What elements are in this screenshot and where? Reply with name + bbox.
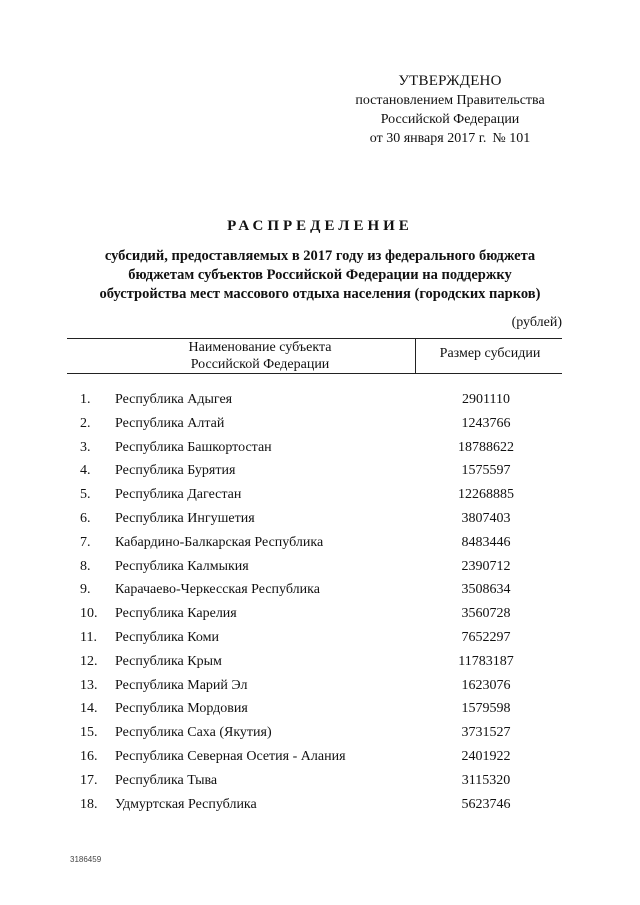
table-row bbox=[0, 557, 640, 581]
table-row bbox=[0, 771, 640, 795]
table-row bbox=[0, 485, 640, 509]
row-amount: 8483446 bbox=[461, 534, 511, 550]
row-amount: 1623076 bbox=[461, 677, 511, 693]
table-row bbox=[0, 461, 640, 485]
row-subject-name: Республика Калмыкия bbox=[115, 558, 249, 574]
row-subject-name: Республика Карелия bbox=[115, 606, 237, 622]
row-index: 13. bbox=[80, 677, 98, 693]
row-subject-name: Республика Марий Эл bbox=[115, 677, 248, 693]
table-body bbox=[0, 390, 640, 818]
table-row bbox=[0, 580, 640, 604]
subtitle-line-3: обустройства мест массового отдыха населения (городских парков) bbox=[99, 286, 541, 302]
row-subject-name: Республика Северная Осетия - Алания bbox=[115, 748, 346, 764]
table-row bbox=[0, 747, 640, 771]
approval-date: от 30 января 2017 г. bbox=[369, 131, 487, 146]
row-index: 11. bbox=[80, 629, 97, 645]
row-index: 18. bbox=[80, 796, 98, 812]
unit-label: (рублей) bbox=[511, 315, 562, 330]
table-row bbox=[0, 723, 640, 747]
table-row bbox=[0, 604, 640, 628]
document-subtitle bbox=[70, 247, 570, 304]
table-header-divider bbox=[415, 338, 416, 373]
row-index: 12. bbox=[80, 653, 98, 669]
row-amount: 2901110 bbox=[462, 392, 510, 407]
table-row bbox=[0, 628, 640, 652]
row-subject-name: Республика Коми bbox=[115, 629, 219, 645]
table-row bbox=[0, 795, 640, 819]
row-subject-name: Республика Мордовия bbox=[115, 701, 248, 717]
row-subject-name: Республика Адыгея bbox=[115, 392, 233, 407]
row-index: 7. bbox=[80, 534, 91, 550]
row-amount: 2401922 bbox=[461, 748, 511, 764]
row-amount: 11783187 bbox=[458, 653, 514, 669]
row-subject-name: Карачаево-Черкесская Республика bbox=[115, 582, 320, 598]
table-row bbox=[0, 676, 640, 700]
row-amount: 3115320 bbox=[461, 772, 511, 788]
row-subject-name: Республика Дагестан bbox=[115, 487, 242, 503]
row-amount: 12268885 bbox=[458, 487, 514, 503]
table-header-bottom-rule bbox=[67, 373, 562, 374]
approval-date-line bbox=[320, 129, 580, 148]
row-subject-name: Кабардино-Балкарская Республика bbox=[115, 534, 324, 550]
document-title: РАСПРЕДЕЛЕНИЕ bbox=[227, 218, 413, 234]
row-amount: 5623746 bbox=[461, 796, 511, 812]
row-amount: 3508634 bbox=[461, 582, 511, 598]
row-index: 10. bbox=[80, 606, 98, 622]
row-subject-name: Республика Ингушетия bbox=[115, 510, 255, 526]
row-index: 6. bbox=[80, 510, 91, 526]
row-index: 17. bbox=[80, 772, 98, 788]
subtitle-line-1: субсидий, предоставляемых в 2017 году из федерального бюджета bbox=[104, 248, 536, 264]
table-row bbox=[0, 652, 640, 676]
approval-stamp: УТВЕРЖДЕНО bbox=[398, 73, 502, 89]
approval-number: № 101 bbox=[492, 131, 531, 146]
row-index: 9. bbox=[80, 582, 91, 598]
row-index: 5. bbox=[80, 487, 91, 503]
row-index: 14. bbox=[80, 701, 98, 717]
row-subject-name: Республика Алтай bbox=[115, 415, 225, 431]
row-amount: 1243766 bbox=[461, 415, 511, 431]
row-amount: 3560728 bbox=[461, 606, 511, 622]
footer-code: 3186459 bbox=[70, 855, 102, 864]
row-subject-name: Республика Бурятия bbox=[115, 463, 236, 479]
table-header-amount: Размер субсидии bbox=[439, 346, 541, 361]
row-subject-name: Республика Крым bbox=[115, 653, 222, 669]
row-index: 1. bbox=[80, 392, 91, 407]
row-index: 15. bbox=[80, 725, 98, 741]
row-index: 8. bbox=[80, 558, 91, 574]
row-subject-name: Республика Саха (Якутия) bbox=[115, 725, 272, 741]
approval-block bbox=[320, 72, 580, 148]
row-amount: 3731527 bbox=[461, 725, 511, 741]
subtitle-line-2: бюджетам субъектов Российской Федерации на поддержку bbox=[128, 267, 512, 283]
row-amount: 3807403 bbox=[461, 510, 511, 526]
row-subject-name: Республика Башкортостан bbox=[115, 439, 272, 455]
row-index: 16. bbox=[80, 748, 98, 764]
table-row bbox=[0, 438, 640, 462]
row-index: 4. bbox=[80, 463, 91, 479]
row-subject-name: Республика Тыва bbox=[115, 772, 218, 788]
row-amount: 1579598 bbox=[461, 701, 511, 717]
table-row bbox=[0, 699, 640, 723]
table-header-name bbox=[115, 339, 405, 373]
row-subject-name: Удмуртская Республика bbox=[115, 796, 257, 812]
approval-line-1: постановлением Правительства bbox=[355, 93, 545, 108]
row-amount: 7652297 bbox=[461, 629, 511, 645]
table-row bbox=[0, 509, 640, 533]
table-row bbox=[0, 414, 640, 438]
row-amount: 1575597 bbox=[461, 463, 511, 479]
table-header-name-line-2: Российской Федерации bbox=[190, 357, 330, 372]
row-index: 3. bbox=[80, 439, 91, 455]
row-amount: 2390712 bbox=[461, 558, 511, 574]
table-row bbox=[0, 533, 640, 557]
approval-line-2: Российской Федерации bbox=[380, 112, 520, 127]
row-amount: 18788622 bbox=[458, 439, 514, 455]
row-index: 2. bbox=[80, 415, 91, 431]
table-row bbox=[0, 390, 640, 414]
table-header-name-line-1: Наименование субъекта bbox=[188, 340, 332, 355]
